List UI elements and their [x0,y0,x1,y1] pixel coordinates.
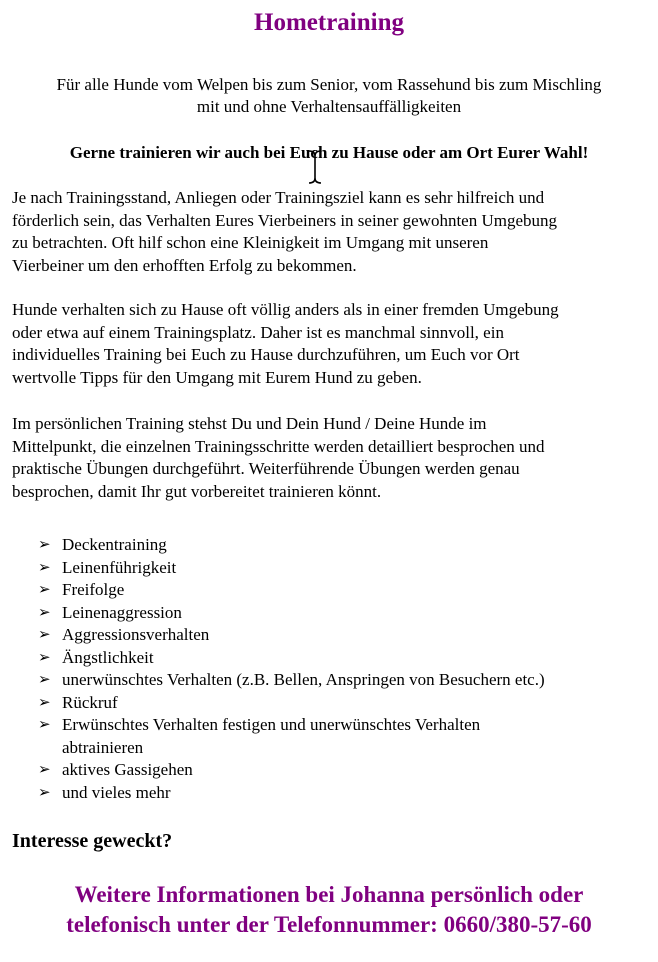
paragraph-line: individuelles Training bei Euch zu Hause durchzuführen, um Euch vor Ort [12,345,520,364]
arrowhead-bullet-icon: ➢ [38,559,51,576]
intro-line: mit und ohne Verhaltensauffälligkeiten [196,97,462,116]
paragraph-home-behavior [12,299,652,389]
arrowhead-bullet-icon: ➢ [38,537,51,553]
arrowhead-bullet-icon: ➢ [38,784,51,801]
arrowhead-bullet-icon: ➢ [38,627,51,643]
arrowhead-bullet-icon: ➢ [38,672,51,688]
list-item: ➢ Deckentraining [38,534,648,557]
list-item: ➢ Rückruf [38,692,648,715]
list-item: ➢ Ängstlichkeit [38,647,648,670]
contact-line: Weitere Informationen bei Johanna persönlich oder [74,882,584,907]
list-item: ➢ und vieles mehr [38,782,648,805]
list-item: ➢ unerwünschtes Verhalten (z.B. Bellen, Anspringen von Besuchern etc.) [38,669,648,692]
arrowhead-bullet-icon: ➢ [38,604,51,621]
paragraph-line: förderlich sein, das Verhalten Eures Vierbeiners in seiner gewohnten Umgebung [12,210,558,230]
arrowhead-bullet-icon: ➢ [38,582,51,598]
paragraph-line: praktische Übungen durchgeführt. Weiterführende Übungen werden genau [12,459,520,478]
paragraph-context [12,187,652,277]
arrowhead-bullet-icon: ➢ [38,694,51,711]
arrowhead-bullet-icon: ➢ [38,649,51,666]
contact-line: telefonisch unter der Telefonnummer: 0660/380-57-60 [66,912,592,937]
paragraph-personal-training [12,413,652,503]
paragraph-line: Mittelpunkt, die einzelnen Trainingsschritte werden detailliert besprochen und [12,436,545,456]
list-item: ➢ Leinenaggression [38,602,648,625]
paragraph-line: besprochen, damit Ihr gut vorbereitet trainieren könnt. [12,481,382,501]
text-cursor-icon [308,150,322,184]
paragraph-line: Im persönlichen Training stehst Du und Dein Hund / Deine Hunde im [12,414,487,433]
arrowhead-bullet-icon: ➢ [38,717,51,733]
list-item: ➢ Freifolge [38,579,648,602]
contact-info [0,880,658,940]
list-item: ➢ aktives Gassigehen [38,759,648,782]
list-item: ➢ Erwünschtes Verhalten festigen und unerwünschtes Verhalten [38,714,648,737]
paragraph-line: Vierbeiner um den erhofften Erfolg zu bekommen. [12,255,357,275]
intro-text [0,74,658,118]
emphasis-heading: Gerne trainieren wir auch bei Euch zu Hause oder am Ort Eurer Wahl! [69,143,589,162]
paragraph-line: oder etwa auf einem Trainingsplatz. Daher ist es manchmal sinnvoll, ein [12,322,504,342]
paragraph-line: Hunde verhalten sich zu Hause oft völlig anders als in einer fremden Umgebung [12,300,559,319]
page-title: Hometraining [254,9,404,36]
training-topics-list [38,534,648,804]
paragraph-line: Je nach Trainingsstand, Anliegen oder Trainingsziel kann es sehr hilfreich und [12,188,545,207]
interest-question: Interesse geweckt? [12,830,173,852]
list-item: ➢ Aggressionsverhalten [38,624,648,647]
paragraph-line: wertvolle Tipps für den Umgang mit Eurem Hund zu geben. [12,367,422,387]
list-item: ➢ Leinenführigkeit [38,557,648,580]
list-item-continuation: abtrainieren [62,737,144,757]
intro-line: Für alle Hunde vom Welpen bis zum Senior, vom Rassehund bis zum Mischling [56,75,602,94]
paragraph-line: zu betrachten. Oft hilf schon eine Kleinigkeit im Umgang mit unseren [12,233,489,252]
arrowhead-bullet-icon: ➢ [38,762,51,778]
